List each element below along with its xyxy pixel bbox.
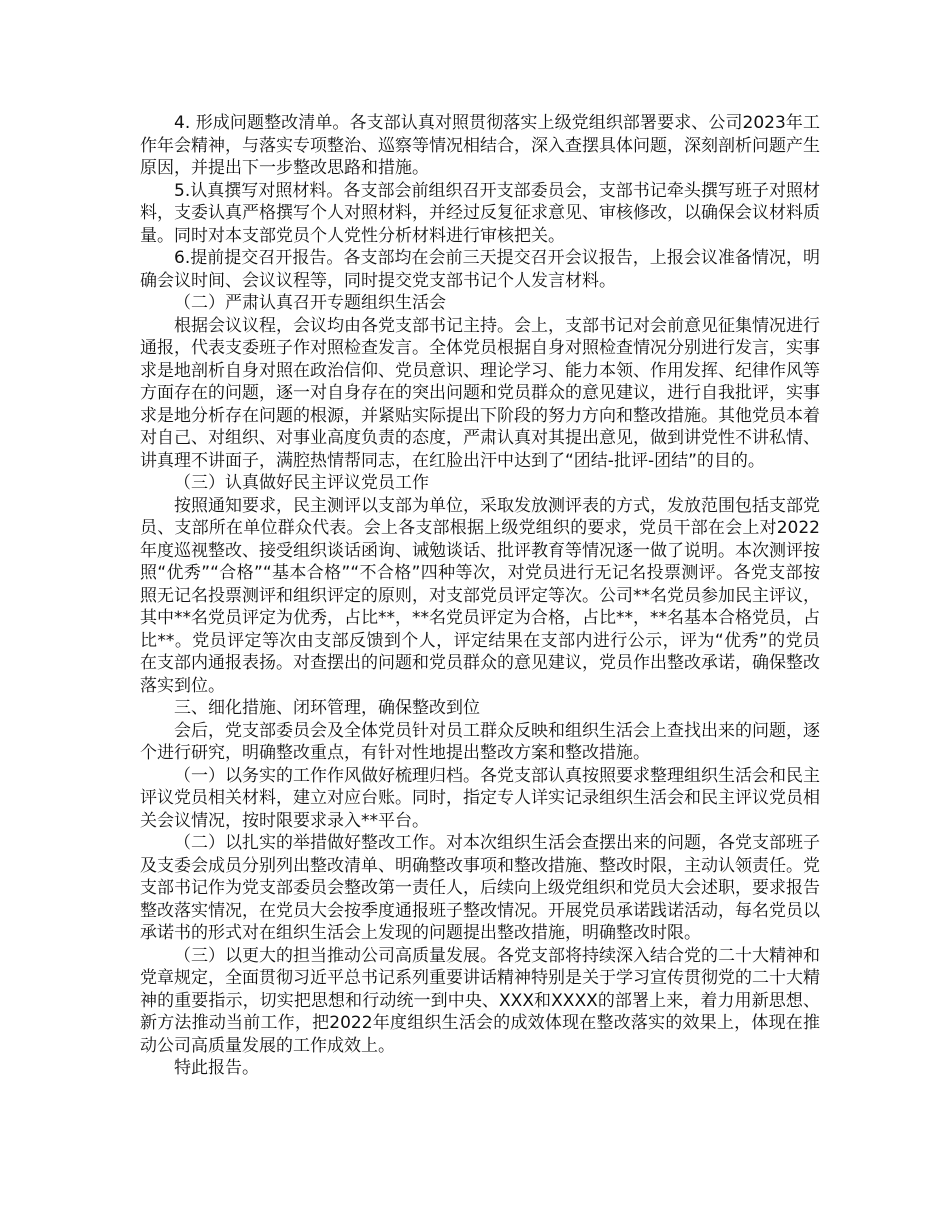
section-heading-democratic-review: （三）认真做好民主评议党员工作 — [174, 473, 429, 493]
paragraph-meeting-agenda: 根据会议议程，会议均由各党支部书记主持。会上，支部书记对会前意见征集情况进行通报，代表支委班子作对照检查发言。全体党员根据自身对照检查情况分别进行发言，实事求是地剖析自身对照在政治信仰、党员意识、理论学习、能力本领、作用发挥、纪律作风等方面存在的问题，逐一对自身存在的突出问题和党员群众的意见建议，进行自我批评，实事求是地分析存在问题的根源，并紧贴实际提出下阶段的努力方向和整改措施。其他党员本着对自己、对组织、对事业高度负责的态度，严肃认真对其提出意见，做到讲党性不讲私情、讲真理不讲面子，满腔热情帮同志，在红脸出汗中达到了“团结-批评-团结”的目的。 — [140, 315, 820, 471]
paragraph-after-meeting: 会后，党支部委员会及全体党员针对员工群众反映和组织生活会上查找出来的问题，逐个进行研究，明确整改重点，有针对性地提出整改方案和整改措施。 — [140, 720, 820, 763]
document-body — [140, 112, 820, 1080]
paragraph-submit-report: 6.提前提交召开报告。各支部均在会前三天提交召开会议报告，上报会议准备情况，明确会议时间、会议议程等，同时提交党支部书记个人发言材料。 — [140, 248, 820, 291]
paragraph-comparison-materials: 5.认真撰写对照材料。各支部会前组织召开支部委员会，支部书记牵头撰写班子对照材料，支委认真严格撰写个人对照材料，并经过反复征求意见、审核修改，以确保会议材料质量。同时对本支部党员个人党性分析材料进行审核把关。 — [140, 180, 820, 246]
section-heading-rectification: 三、细化措施、闭环管理，确保整改到位 — [174, 698, 480, 718]
paragraph-democratic-review: 按照通知要求，民主测评以支部为单位，采取发放测评表的方式，发放范围包括支部党员、支部所在单位群众代表。会上各支部根据上级党组织的要求，党员干部在会上对2022年度巡视整改、接受组织谈话函询、诫勉谈话、批评教育等情况逐一做了说明。本次测评按照“优秀”“合格”“基本合格”“不合格”四种等次，对党员进行无记名投票测评。各党支部按照无记名投票测评和组织评定的原则，对支部党员评定等次。公司**名党员参加民主评议，其中**名党员评定为优秀，占比**，**名党员评定为合格，占比**，**名基本合格党员，占比**。党员评定等次由支部反馈到个人，评定结果在支部内进行公示，评为“优秀”的党员在支部内通报表扬。对查摆出的问题和党员群众的意见建议，党员作出整改承诺，确保整改落实到位。 — [140, 495, 820, 696]
section-heading-meeting: （二）严肃认真召开专题组织生活会 — [174, 293, 446, 313]
paragraph-closing: 特此报告。 — [174, 1058, 259, 1078]
paragraph-rectification-work: （二）以扎实的举措做好整改工作。对本次组织生活会查摆出来的问题，各党支部班子及支委会成员分别列出整改清单、明确整改事项和整改措施、整改时限，主动认领责任。党支部书记作为党支部委员会整改第一责任人，后续向上级党组织和党员大会述职，要求报告整改落实情况，在党员大会按季度通报班子整改情况。开展党员承诺践诺活动，每名党员以承诺书的形式对在组织生活会上发现的问题提出整改措施，明确整改时限。 — [140, 833, 820, 943]
paragraph-archiving: （一）以务实的工作作风做好梳理归档。各党支部认真按照要求整理组织生活会和民主评议党员相关材料，建立对应台账。同时，指定专人详实记录组织生活会和民主评议党员相关会议情况，按时限要求录入**平台。 — [140, 765, 820, 831]
paragraph-high-quality-development: （三）以更大的担当推动公司高质量发展。各党支部将持续深入结合党的二十大精神和党章规定，全面贯彻习近平总书记系列重要讲话精神特别是关于学习宣传贯彻党的二十大精神的重要指示，切实把思想和行动统一到中央、XXX和XXXX的部署上来，着力用新思想、新方法推动当前工作，把2022年度组织生活会的成效体现在整改落实的效果上，体现在推动公司高质量发展的工作成效上。 — [140, 945, 820, 1056]
paragraph-problem-list: 4. 形成问题整改清单。各支部认真对照贯彻落实上级党组织部署要求、公司2023年工作年会精神，与落实专项整治、巡察等情况相结合，深入查摆具体问题，深刻剖析问题产生原因，并提出下一步整改思路和措施。 — [140, 113, 820, 178]
